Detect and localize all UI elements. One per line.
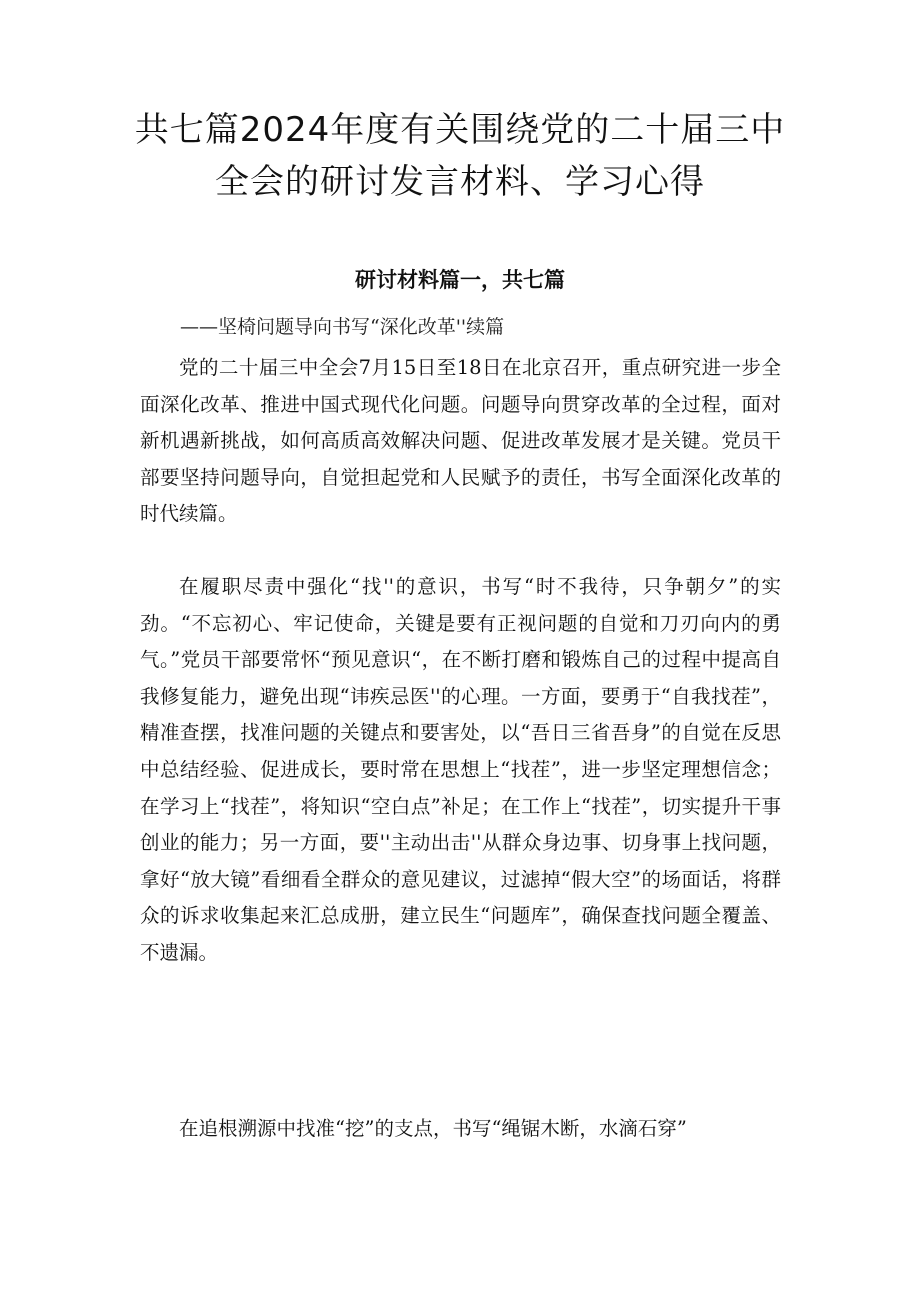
paragraph-3: 在追根溯源中找准“挖”的支点，书写“绳锯木断，水滴石穿” [179,1117,687,1140]
paragraph-2: 在履职尽责中强化“找''的意识，书写“时不我待，只争朝夕”的实劲。“不忘初心、牢记使命，关键是要有正视问题的自觉和刀刃向内的勇气。”党员干部要常怀“预见意识“，在不断打磨和锻炼自己的过程中提高自我修复能力，避免出现“讳疾忌医''的心理。一方面，要勇于“自我找茬”，精准查摆，找准问题的关键点和要害处，以“吾日三省吾身”的自觉在反思中总结经验、促进成长，要时常在思想上“找茬”，进一步坚定理想信念；在学习上“找茬”，将知识“空白点”补足；在工作上“找茬”，切实提升干事创业的能力；另一方面，要''主动出击''从群众身边事、切身事上找问题，拿好“放大镜”看细看全群众的意见建议，过滤掉“假大空”的场面话，将群众的诉求收集起来汇总成册，建立民生“问题库”，确保查找问题全覆盖、不遗漏。 [140,575,781,964]
paragraph-1: 党的二十届三中全会7月15日至18日在北京召开，重点研究进一步全面深化改革、推进中国式现代化问题。问题导向贯穿改革的全过程，面对新机遇新挑战，如何高质高效解决问题、促进改革发展才是关键。党员干部要坚持问题导向，自觉担起党和人民赋予的责任，书写全面深化改革的时代续篇。 [140,356,781,526]
document-title-line-2: 全会的研讨发言材料、学习心得 [215,162,705,202]
section-subtitle: ——坚椅问题导向书写“深化改革''续篇 [180,316,505,338]
section-heading: 研讨材料篇一，共七篇 [355,268,565,292]
document-title-line-1: 共七篇2024年度有关围绕党的二十届三中 [134,110,786,150]
